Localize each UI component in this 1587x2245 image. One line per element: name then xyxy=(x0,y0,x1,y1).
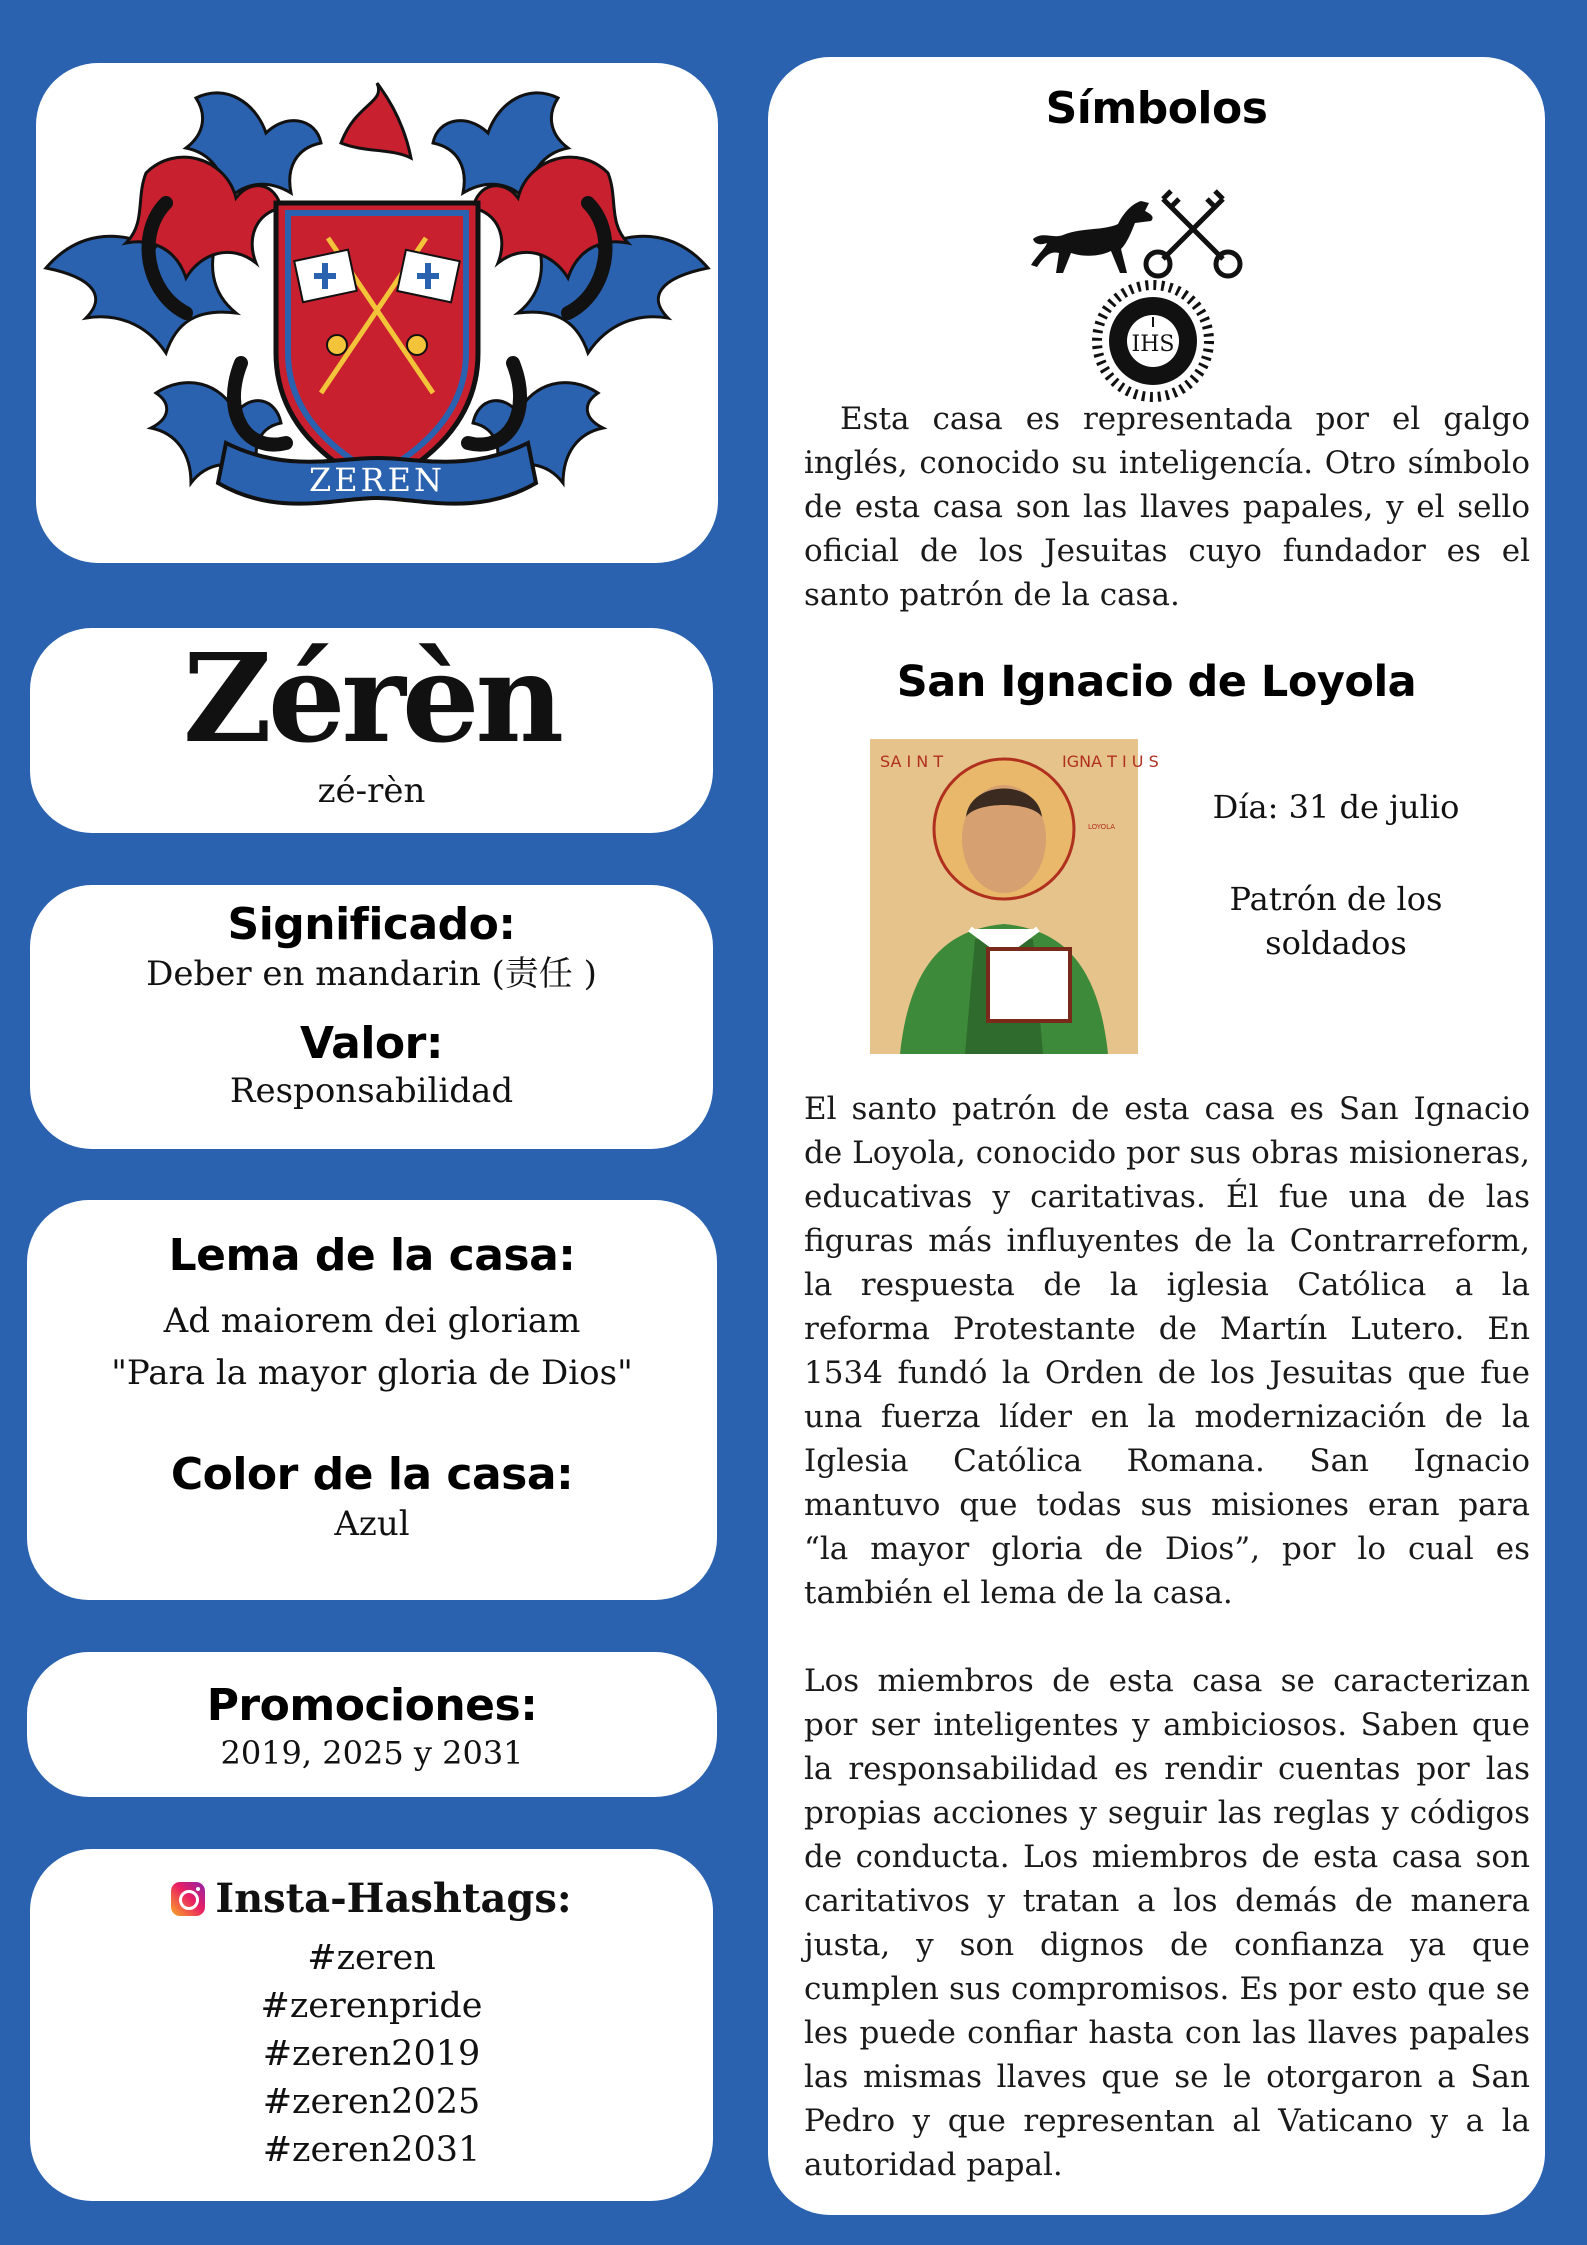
value-text: Responsabilidad xyxy=(229,1071,514,1111)
saint-paragraph-1: El santo patrón de esta casa es San Ignacio de Loyola, conocido por sus obras misioneras, educativas y caritativas. Él fue una de las figuras más influyentes de la Contrarreform, la respuesta de la iglesia Católica a la reforma Protestante de Martín Lutero. En 1534 fundó la Orden de los Jesuitas que fue una fuerza líder en la modernización de la Iglesia Católica Romana. San Ignacio mantuvo que todas sus misiones eran para “la mayor gloria de Dios”, por lo cual es también el lema de la casa. xyxy=(804,1091,1530,1611)
motto-label: Lema de la casa: xyxy=(168,1230,576,1281)
promotions-card xyxy=(27,1652,717,1797)
saint-title: San Ignacio de Loyola xyxy=(896,657,1417,707)
jesuit-seal-icon xyxy=(1097,285,1209,397)
hashtags-label: Insta-Hashtags: xyxy=(215,1875,572,1922)
papal-keys-icon xyxy=(1146,191,1240,276)
painting-text-right: IGNA T I U S xyxy=(1062,752,1159,771)
hashtag-item: #zeren xyxy=(307,1938,436,1978)
house-name-card xyxy=(30,628,713,833)
coat-of-arms-icon xyxy=(36,63,718,563)
painting-text-left: SA I N T xyxy=(880,752,944,771)
hashtag-item: #zeren2025 xyxy=(262,2082,481,2122)
value-label: Valor: xyxy=(300,1018,443,1069)
hashtag-item: #zeren2031 xyxy=(262,2130,481,2170)
hashtag-list xyxy=(30,1934,713,2174)
promotions-label: Promociones: xyxy=(206,1680,538,1731)
painting-text-sub: LOYOLA xyxy=(1088,823,1116,831)
saint-icon-painting xyxy=(870,739,1159,1054)
saint-patron: Patrón de los soldados xyxy=(1229,880,1443,962)
motto-card xyxy=(27,1200,717,1600)
crest-card xyxy=(36,63,718,563)
pronunciation: zé-rèn xyxy=(317,771,426,811)
color-label: Color de la casa: xyxy=(170,1449,574,1500)
motto-latin: Ad maiorem dei gloriam xyxy=(163,1301,581,1341)
hashtags-card xyxy=(30,1849,713,2201)
meaning-text: Deber en mandarin (责任 ) xyxy=(146,954,597,994)
motto-translation: "Para la mayor gloria de Dios" xyxy=(111,1353,633,1393)
crest-banner-text: ZEREN xyxy=(308,461,446,499)
greyhound-icon xyxy=(1031,201,1153,273)
promotions-years: 2019, 2025 y 2031 xyxy=(220,1734,524,1772)
right-column-card xyxy=(768,57,1545,2215)
color-value: Azul xyxy=(334,1504,410,1544)
saint-paragraph-2: Los miembros de esta casa se caracterizan por ser inteligentes y ambiciosos. Saben que la responsabilidad es rendir cuentas por las propias acciones y seguir las reglas y códigos de conducta. Los miembros de esta casa son caritativos y tratan a los demás de manera justa, y son dignos de confianza ya que cumplen sus compromisos. Es por esto que se les puede confiar hasta con las llaves papales las mismas llaves que se le otorgaron a San Pedro y que representan al Vaticano y a la autoridad papal. xyxy=(804,1663,1530,2183)
symbols-paragraph: Esta casa es representada por el galgo inglés, conocido su inteligencía. Otro símbolo de esta casa son las llaves papales, y el sello oficial de los Jesuitas cuyo fundador es el santo patrón de la casa. xyxy=(804,401,1530,613)
seal-text: IHS xyxy=(1131,332,1175,357)
saint-day: Día: 31 de julio xyxy=(1212,788,1460,826)
symbols-title: Símbolos xyxy=(1045,83,1268,134)
hashtags-header xyxy=(30,1875,713,1922)
hashtag-item: #zeren2019 xyxy=(262,2034,481,2074)
meaning-card xyxy=(30,885,713,1149)
symbols-image xyxy=(1023,169,1253,399)
meaning-label: Significado: xyxy=(227,899,516,950)
hashtag-item: #zerenpride xyxy=(260,1986,483,2026)
house-name: Zérèn xyxy=(182,626,561,770)
instagram-icon xyxy=(171,1882,205,1916)
